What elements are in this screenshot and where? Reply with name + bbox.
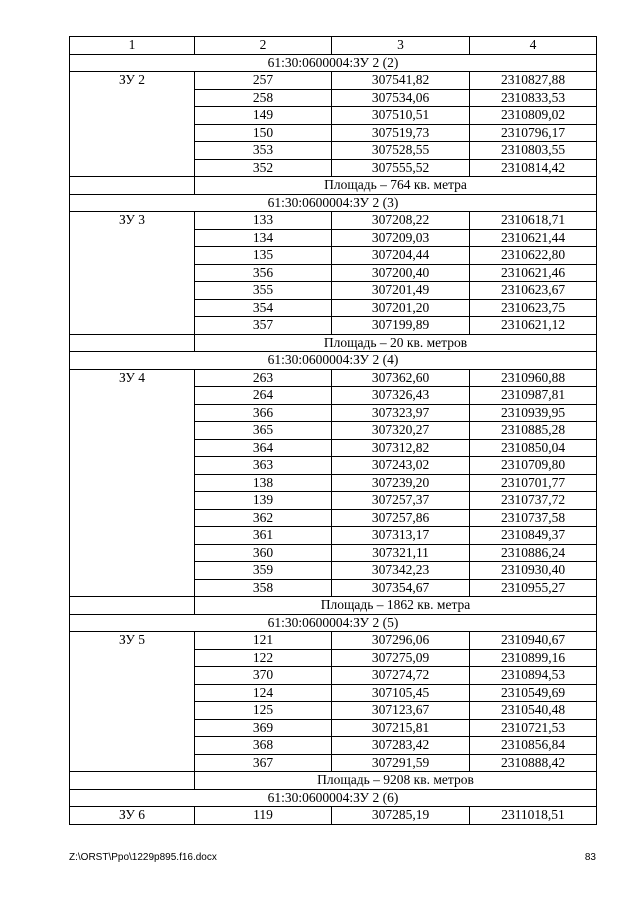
coordinate-x: 307285,19 xyxy=(332,807,470,825)
coordinate-x: 307257,37 xyxy=(332,492,470,510)
point-number: 263 xyxy=(195,369,332,387)
header-cell-4: 4 xyxy=(470,37,597,55)
area-value: Площадь – 20 кв. метров xyxy=(195,334,597,352)
point-number: 149 xyxy=(195,107,332,125)
coordinate-y: 2310827,88 xyxy=(470,72,597,90)
coordinate-x: 307321,11 xyxy=(332,544,470,562)
header-cell-1: 1 xyxy=(70,37,195,55)
point-number: 125 xyxy=(195,702,332,720)
coordinate-y: 2310930,40 xyxy=(470,562,597,580)
coordinate-y: 2310621,12 xyxy=(470,317,597,335)
section-title-row xyxy=(70,352,597,370)
cadastral-number: 61:30:0600004:ЗУ 2 (2) xyxy=(70,54,597,72)
coordinate-y: 2310701,77 xyxy=(470,474,597,492)
coordinate-y: 2310960,88 xyxy=(470,369,597,387)
point-number: 257 xyxy=(195,72,332,90)
coordinate-y: 2310899,16 xyxy=(470,649,597,667)
coordinate-y: 2310833,53 xyxy=(470,89,597,107)
coordinate-y: 2310621,44 xyxy=(470,229,597,247)
point-number: 369 xyxy=(195,719,332,737)
coordinate-y: 2310618,71 xyxy=(470,212,597,230)
coordinate-y: 2310803,55 xyxy=(470,142,597,160)
empty-cell xyxy=(70,334,195,352)
coordinate-y: 2310623,67 xyxy=(470,282,597,300)
coordinate-y: 2310894,53 xyxy=(470,667,597,685)
coordinate-y: 2310737,72 xyxy=(470,492,597,510)
area-value: Площадь – 1862 кв. метра xyxy=(195,597,597,615)
empty-cell xyxy=(70,177,195,195)
coordinate-y: 2310621,46 xyxy=(470,264,597,282)
coordinate-x: 307541,82 xyxy=(332,72,470,90)
header-cell-3: 3 xyxy=(332,37,470,55)
coordinate-x: 307555,52 xyxy=(332,159,470,177)
coordinate-x: 307320,27 xyxy=(332,422,470,440)
empty-cell xyxy=(70,772,195,790)
cadastral-number: 61:30:0600004:ЗУ 2 (6) xyxy=(70,789,597,807)
parcel-label: ЗУ 4 xyxy=(70,369,195,597)
table-row xyxy=(70,212,597,230)
point-number: 360 xyxy=(195,544,332,562)
coordinate-y: 2310721,53 xyxy=(470,719,597,737)
coordinate-x: 307326,43 xyxy=(332,387,470,405)
table-row xyxy=(70,807,597,825)
point-number: 358 xyxy=(195,579,332,597)
section-title-row xyxy=(70,789,597,807)
table-row xyxy=(70,72,597,90)
coordinate-x: 307323,97 xyxy=(332,404,470,422)
coordinate-y: 2310540,48 xyxy=(470,702,597,720)
coordinate-y: 2310849,37 xyxy=(470,527,597,545)
coordinate-y: 2310850,04 xyxy=(470,439,597,457)
coordinate-x: 307243,02 xyxy=(332,457,470,475)
coordinate-x: 307291,59 xyxy=(332,754,470,772)
coordinate-y: 2310796,17 xyxy=(470,124,597,142)
coordinate-y: 2310987,81 xyxy=(470,387,597,405)
section-title-row xyxy=(70,54,597,72)
point-number: 139 xyxy=(195,492,332,510)
coordinate-y: 2310885,28 xyxy=(470,422,597,440)
parcel-label: ЗУ 2 xyxy=(70,72,195,177)
point-number: 362 xyxy=(195,509,332,527)
coordinate-x: 307534,06 xyxy=(332,89,470,107)
area-row xyxy=(70,334,597,352)
point-number: 357 xyxy=(195,317,332,335)
coordinate-y: 2310886,24 xyxy=(470,544,597,562)
coordinate-x: 307274,72 xyxy=(332,667,470,685)
coordinate-x: 307510,51 xyxy=(332,107,470,125)
point-number: 258 xyxy=(195,89,332,107)
point-number: 354 xyxy=(195,299,332,317)
point-number: 133 xyxy=(195,212,332,230)
coordinate-y: 2310622,80 xyxy=(470,247,597,265)
empty-cell xyxy=(70,597,195,615)
point-number: 138 xyxy=(195,474,332,492)
point-number: 364 xyxy=(195,439,332,457)
coordinate-x: 307354,67 xyxy=(332,579,470,597)
point-number: 124 xyxy=(195,684,332,702)
point-number: 353 xyxy=(195,142,332,160)
footer-file-path: Z:\ORST\Ppo\1229p895.f16.docx xyxy=(69,852,217,863)
point-number: 359 xyxy=(195,562,332,580)
coordinate-x: 307239,20 xyxy=(332,474,470,492)
coordinate-y: 2310623,75 xyxy=(470,299,597,317)
parcel-label: ЗУ 5 xyxy=(70,632,195,772)
coordinate-x: 307200,40 xyxy=(332,264,470,282)
point-number: 121 xyxy=(195,632,332,650)
coordinate-y: 2310737,58 xyxy=(470,509,597,527)
cadastral-number: 61:30:0600004:ЗУ 2 (3) xyxy=(70,194,597,212)
coordinates-table xyxy=(69,36,597,825)
point-number: 352 xyxy=(195,159,332,177)
coordinate-x: 307519,73 xyxy=(332,124,470,142)
footer-page-number: 83 xyxy=(584,852,596,863)
parcel-label: ЗУ 3 xyxy=(70,212,195,335)
section-title-row xyxy=(70,614,597,632)
coordinate-y: 2310856,84 xyxy=(470,737,597,755)
header-row xyxy=(70,37,597,55)
area-row xyxy=(70,177,597,195)
point-number: 356 xyxy=(195,264,332,282)
coordinate-x: 307313,17 xyxy=(332,527,470,545)
point-number: 370 xyxy=(195,667,332,685)
area-value: Площадь – 764 кв. метра xyxy=(195,177,597,195)
point-number: 365 xyxy=(195,422,332,440)
coordinate-x: 307362,60 xyxy=(332,369,470,387)
coordinate-y: 2310888,42 xyxy=(470,754,597,772)
header-cell-2: 2 xyxy=(195,37,332,55)
point-number: 150 xyxy=(195,124,332,142)
area-row xyxy=(70,772,597,790)
coordinate-x: 307208,22 xyxy=(332,212,470,230)
coordinate-x: 307215,81 xyxy=(332,719,470,737)
coordinate-x: 307105,45 xyxy=(332,684,470,702)
point-number: 366 xyxy=(195,404,332,422)
coordinate-x: 307209,03 xyxy=(332,229,470,247)
coordinate-x: 307296,06 xyxy=(332,632,470,650)
point-number: 135 xyxy=(195,247,332,265)
area-row xyxy=(70,597,597,615)
coordinate-x: 307528,55 xyxy=(332,142,470,160)
point-number: 264 xyxy=(195,387,332,405)
coordinate-y: 2310940,67 xyxy=(470,632,597,650)
point-number: 355 xyxy=(195,282,332,300)
table-row xyxy=(70,369,597,387)
coordinate-y: 2311018,51 xyxy=(470,807,597,825)
coordinate-x: 307199,89 xyxy=(332,317,470,335)
coordinate-x: 307283,42 xyxy=(332,737,470,755)
coordinate-y: 2310549,69 xyxy=(470,684,597,702)
coordinate-x: 307123,67 xyxy=(332,702,470,720)
area-value: Площадь – 9208 кв. метров xyxy=(195,772,597,790)
coordinate-y: 2310709,80 xyxy=(470,457,597,475)
point-number: 119 xyxy=(195,807,332,825)
table-body xyxy=(70,37,597,825)
coordinate-x: 307204,44 xyxy=(332,247,470,265)
coordinate-x: 307201,20 xyxy=(332,299,470,317)
coordinate-y: 2310939,95 xyxy=(470,404,597,422)
coordinate-x: 307257,86 xyxy=(332,509,470,527)
table-row xyxy=(70,632,597,650)
parcel-label: ЗУ 6 xyxy=(70,807,195,825)
coordinate-x: 307312,82 xyxy=(332,439,470,457)
coordinate-x: 307275,09 xyxy=(332,649,470,667)
point-number: 134 xyxy=(195,229,332,247)
cadastral-number: 61:30:0600004:ЗУ 2 (5) xyxy=(70,614,597,632)
point-number: 363 xyxy=(195,457,332,475)
coordinate-x: 307201,49 xyxy=(332,282,470,300)
point-number: 368 xyxy=(195,737,332,755)
point-number: 367 xyxy=(195,754,332,772)
point-number: 122 xyxy=(195,649,332,667)
coordinate-y: 2310809,02 xyxy=(470,107,597,125)
section-title-row xyxy=(70,194,597,212)
coordinate-y: 2310814,42 xyxy=(470,159,597,177)
coordinate-x: 307342,23 xyxy=(332,562,470,580)
point-number: 361 xyxy=(195,527,332,545)
cadastral-number: 61:30:0600004:ЗУ 2 (4) xyxy=(70,352,597,370)
coordinate-y: 2310955,27 xyxy=(470,579,597,597)
